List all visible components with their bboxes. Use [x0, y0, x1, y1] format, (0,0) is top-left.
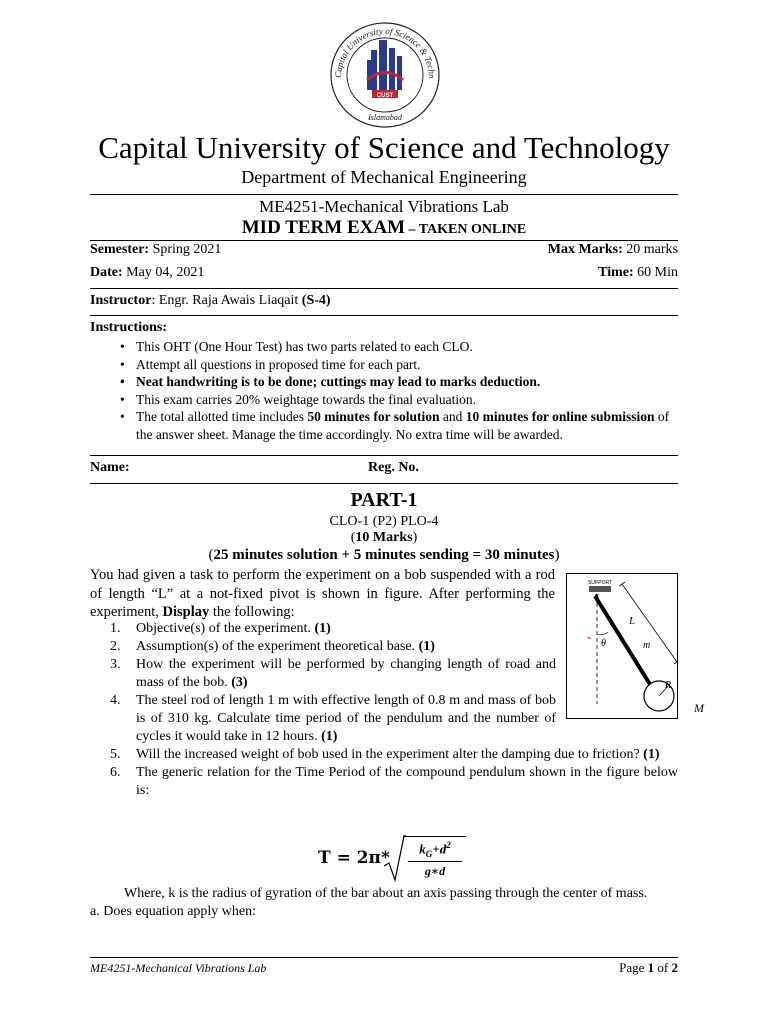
support-label: SUPPORT	[587, 580, 613, 586]
question-item	[110, 620, 678, 638]
university-seal	[327, 20, 443, 130]
instruction-item: • This exam carries 20% weightage towards the final evaluation.	[120, 391, 680, 409]
intro-bold: Display	[162, 604, 210, 620]
instructor-label: Instructor	[90, 293, 152, 308]
instruction-bold: 50 minutes for solution	[307, 409, 440, 424]
question-item	[110, 764, 678, 800]
university-title: Capital University of Science and Technology	[98, 130, 670, 165]
question-item	[110, 692, 556, 746]
footer-course: ME4251-Mechanical Vibrations Lab	[90, 961, 267, 975]
question-number: 1.	[110, 621, 121, 636]
exam-title-suffix: – TAKEN ONLINE	[405, 222, 527, 237]
page-number	[619, 960, 678, 976]
question-number: 2.	[110, 639, 121, 654]
max-marks-label: Max Marks:	[547, 242, 623, 257]
radical-bar	[404, 836, 466, 837]
instruction-item: • Attempt all questions in proposed time for each part.	[120, 356, 680, 374]
max-marks	[548, 242, 678, 258]
numerator-rest: +d	[432, 841, 447, 857]
exam-title-main: MID TERM EXAM	[241, 217, 406, 238]
paren: (	[208, 547, 214, 563]
question-marks: (1)	[643, 747, 660, 762]
question-marks: (1)	[418, 639, 435, 654]
semester-value: Spring 2021	[149, 242, 222, 257]
question-number: 3.	[110, 657, 121, 672]
numerator-k: k	[419, 841, 426, 857]
theta-label: θ	[601, 638, 606, 649]
question-text: How the experiment will be performed by changing length of road and mass of the bob.	[136, 657, 556, 690]
rod-mass-label: m	[643, 640, 651, 651]
divider	[90, 240, 678, 241]
paren: )	[554, 547, 560, 563]
question-item	[110, 746, 678, 764]
page-total: 2	[671, 960, 678, 975]
bob-mass-label: M	[694, 701, 704, 715]
name-label: Name:	[90, 460, 130, 475]
question-marks: (1)	[321, 729, 338, 744]
page-label: Page	[619, 960, 648, 975]
page-of: of	[654, 960, 672, 975]
formula-lhs: T = 2π*	[318, 848, 390, 868]
question-text: Assumption(s) of the experiment theoretical base.	[136, 639, 419, 654]
instruction-item	[120, 408, 680, 443]
timing: 25 minutes solution + 5 minutes sending = 30 minutes	[213, 547, 555, 563]
question-text: Will the increased weight of bob used in the experiment alter the damping due to friction?	[136, 747, 644, 762]
instructor-code: (S-4)	[301, 293, 331, 308]
instruction-text: The total allotted time includes	[136, 409, 308, 424]
divider	[90, 288, 678, 289]
semester	[90, 242, 221, 258]
instruction-bold: 10 minutes for online submission	[465, 409, 655, 424]
divider	[90, 455, 678, 456]
semester-label: Semester:	[90, 242, 150, 257]
intro-text: the following:	[209, 604, 295, 620]
part-title: PART-1	[350, 489, 418, 511]
timing-line	[0, 547, 768, 564]
instructions-heading: Instructions:	[90, 320, 168, 335]
time-value: 60 Min	[633, 265, 678, 280]
intro-text: You had given a task to perform the experiment on a bob suspended with a rod of length “L” at a not-fixed pivot is shown in figure. After performing the experiment,	[90, 567, 555, 620]
question-text: Objective(s) of the experiment.	[136, 621, 315, 636]
marks-line	[0, 530, 768, 546]
paren: (	[350, 530, 356, 545]
question-item	[110, 638, 678, 656]
radical-sign	[382, 834, 406, 886]
numerator-sub: G	[425, 848, 433, 859]
department-title: Department of Mechanical Engineering	[241, 167, 527, 187]
question-text: The generic relation for the Time Period of the compound pendulum shown in the figure below is:	[136, 765, 678, 798]
question-marks: (3)	[231, 675, 248, 690]
question-number: 4.	[110, 693, 121, 708]
numerator-sup: 2	[446, 840, 451, 850]
divider	[90, 194, 678, 195]
instructor	[90, 293, 331, 309]
subquestion-a: a. Does equation apply when:	[90, 904, 257, 919]
marks: 10 Marks	[355, 530, 413, 545]
exam-date	[90, 265, 204, 281]
question-item	[110, 656, 556, 692]
instructor-value: : Engr. Raja Awais Liaqait	[151, 293, 302, 308]
fraction-bar	[408, 861, 462, 862]
paren: )	[412, 530, 418, 545]
exam-title	[0, 216, 768, 242]
page-current: 1	[647, 960, 655, 975]
instruction-item: • This OHT (One Hour Test) has two parts related to each CLO.	[120, 338, 680, 356]
time-label: Time:	[598, 265, 634, 280]
divider	[90, 315, 678, 316]
question-text: The steel rod of length 1 m with effective length of 0.8 m and mass of bob is of 310 kg. Calculate time period of the pendulum and the number of cycles it would take in 12 hours.	[136, 693, 556, 744]
seal-city: Islamabad	[368, 113, 402, 122]
date-label: Date:	[90, 265, 123, 280]
date-value: May 04, 2021	[122, 265, 205, 280]
footer-divider	[90, 957, 678, 958]
where-text: Where, k is the radius of gyration of the bar about an axis passing through the center of mass.	[124, 886, 648, 901]
instruction-item: • Neat handwriting is to be done; cuttings may lead to marks deduction.	[120, 373, 680, 391]
exam-time	[598, 265, 678, 281]
reg-no-label: Reg. No.	[368, 460, 419, 475]
seal-graphic	[327, 20, 443, 130]
question-intro	[90, 566, 555, 622]
formula-numerator	[404, 840, 466, 859]
seal-text: Capital University of Science & Techn	[332, 25, 438, 79]
question-number: 5.	[110, 747, 121, 762]
question-number: 6.	[110, 765, 121, 780]
radius-label: R	[665, 680, 672, 691]
question-list	[110, 620, 678, 800]
course-title: ME4251-Mechanical Vibrations Lab	[259, 197, 509, 216]
divider	[90, 483, 678, 484]
max-marks-value: 20 marks	[622, 242, 678, 257]
instruction-text: of the answer sheet. Manage the time accordingly. No extra time will be awarded.	[136, 409, 670, 442]
length-label: L	[629, 615, 636, 627]
svg-text:CUST: CUST	[376, 93, 394, 99]
time-period-formula	[318, 834, 468, 886]
question-marks: (1)	[314, 621, 331, 636]
formula-denominator: g∗d	[424, 864, 446, 878]
instruction-text: and	[439, 409, 466, 424]
clo-line: CLO-1 (P2) PLO-4	[329, 514, 439, 529]
instructions-list	[120, 338, 680, 443]
